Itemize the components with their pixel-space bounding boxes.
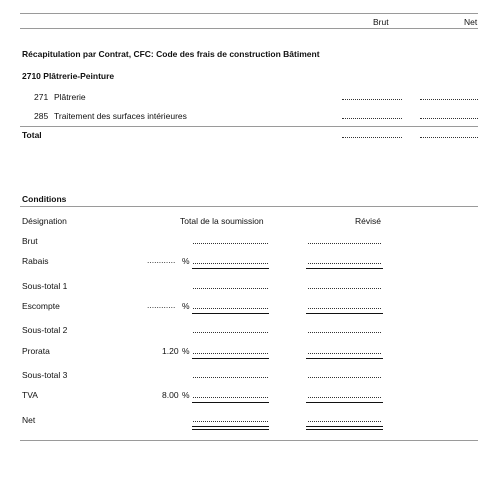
total-placeholder: [193, 421, 268, 422]
recap-group-title: 2710 Plâtrerie-Peinture: [22, 71, 115, 81]
subtotal-underline: [192, 268, 269, 269]
subtotal-underline: [306, 268, 383, 269]
condition-label: TVA: [22, 390, 38, 400]
condition-label: Sous-total 3: [22, 370, 68, 380]
revise-placeholder: [308, 308, 381, 309]
condition-percent: %: [182, 301, 190, 311]
total-placeholder: [193, 353, 268, 354]
subtotal-underline: [192, 402, 269, 403]
subtotal-underline: [306, 313, 383, 314]
bottom-rule: [20, 440, 478, 441]
brut-total-placeholder: [342, 136, 402, 138]
brut-placeholder: [342, 118, 402, 119]
col-total-soumission: Total de la soumission: [180, 216, 264, 226]
condition-label: Rabais: [22, 256, 49, 266]
col-revise: Révisé: [355, 216, 381, 226]
total-placeholder: [193, 263, 268, 264]
total-placeholder: [193, 308, 268, 309]
revise-placeholder: [308, 288, 381, 289]
net-placeholder: [420, 99, 478, 100]
condition-label: Brut: [22, 236, 38, 246]
total-placeholder: [193, 243, 268, 244]
revise-placeholder: [308, 263, 381, 264]
column-header-net: Net: [464, 17, 478, 27]
subtotal-underline: [306, 358, 383, 359]
condition-rate: ............: [147, 255, 176, 265]
conditions-title: Conditions: [22, 194, 67, 204]
net-double-underline: [306, 426, 383, 430]
total-placeholder: [193, 332, 268, 333]
condition-rate: 8.00: [162, 390, 179, 400]
brut-placeholder: [342, 99, 402, 100]
recap-item-code: 271: [34, 92, 49, 102]
recap-item-label: Traitement des surfaces intérieures: [54, 111, 187, 121]
subtotal-underline: [192, 358, 269, 359]
net-double-underline: [192, 426, 269, 430]
condition-label: Escompte: [22, 301, 60, 311]
condition-label: Prorata: [22, 346, 50, 356]
condition-percent: %: [182, 346, 190, 356]
subtotal-underline: [306, 402, 383, 403]
condition-rate: ............: [147, 300, 176, 310]
col-designation: Désignation: [22, 216, 67, 226]
recap-item-code: 285: [34, 111, 49, 121]
header-rule: [20, 28, 478, 29]
subtotal-underline: [192, 313, 269, 314]
condition-label: Sous-total 2: [22, 325, 68, 335]
recap-title: Récapitulation par Contrat, CFC: Code des frais de construction Bâtiment: [22, 49, 320, 59]
recap-total-label: Total: [22, 130, 42, 140]
revise-placeholder: [308, 377, 381, 378]
conditions-rule: [20, 206, 478, 207]
net-placeholder: [420, 118, 478, 119]
total-placeholder: [193, 397, 268, 398]
condition-label: Sous-total 1: [22, 281, 68, 291]
revise-placeholder: [308, 243, 381, 244]
condition-percent: %: [182, 390, 190, 400]
column-header-brut: Brut: [373, 17, 389, 27]
condition-label: Net: [22, 415, 36, 425]
total-rule: [20, 126, 478, 127]
top-rule: [20, 13, 478, 14]
total-placeholder: [193, 377, 268, 378]
total-placeholder: [193, 288, 268, 289]
revise-placeholder: [308, 353, 381, 354]
condition-percent: %: [182, 256, 190, 266]
net-total-placeholder: [420, 136, 478, 138]
revise-placeholder: [308, 332, 381, 333]
recap-item-label: Plâtrerie: [54, 92, 86, 102]
revise-placeholder: [308, 421, 381, 422]
condition-rate: 1.20: [162, 346, 179, 356]
revise-placeholder: [308, 397, 381, 398]
